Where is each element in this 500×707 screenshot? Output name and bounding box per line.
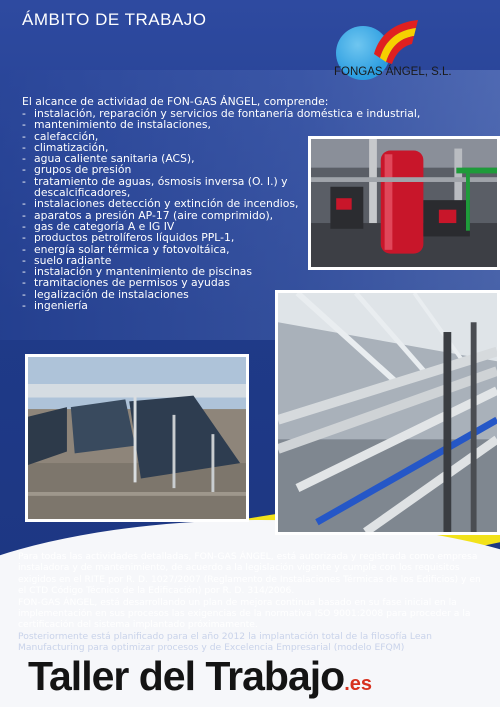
list-item: - ingeniería [22, 300, 322, 311]
list-item: - instalación y mantenimiento de piscinas [22, 266, 322, 277]
list-item: - climatización, [22, 142, 322, 153]
list-item: - agua caliente sanitaria (ACS), [22, 153, 322, 164]
list-item: - mantenimiento de instalaciones, [22, 119, 322, 130]
footer-paragraph-lean: Posteriormente está planificado para el año 2012 la implantación total de la filosofía Lean Manufacturing para optimizar procesos y de Excelencia Empresarial (modelo EFQM) [18, 630, 432, 654]
list-item: - productos petrolíferos líquidos PPL-1, [22, 232, 322, 243]
list-item: - grupos de presión [22, 164, 322, 175]
intro-text: El alcance de actividad de FON-GAS ÁNGEL, comprende: [22, 95, 329, 108]
boiler-room-photo [308, 136, 500, 270]
list-item: - tratamiento de aguas, ósmosis inversa (O. I.) y descalcificadores, [22, 176, 322, 199]
services-list [22, 107, 421, 313]
footer-paragraph-iso: FON-GAS ÁNGEL, está desarrollando un plan de mejora continua basado en su fase inicial en la implementación en sus procesos las exigencias de la normativa ISO 9001:2008 para proceder a la certificación del sistema implantado próximamente. [18, 596, 471, 631]
solar-panels-photo [25, 354, 249, 522]
company-logo [330, 12, 495, 82]
list-item: - suelo radiante [22, 255, 322, 266]
list-item: - instalación, reparación y servicios de fontanería doméstica e industrial, [22, 108, 442, 119]
brand-name: Taller del Trabajo [28, 653, 345, 699]
brand-suffix: .es [344, 673, 372, 695]
pipes-installation-photo [275, 290, 500, 535]
page-title: ÁMBITO DE TRABAJO [22, 10, 207, 29]
company-name: FONGAS ÁNGEL, S.L. [334, 66, 452, 78]
logo-flag-icon [370, 14, 422, 66]
list-item: - calefacción, [22, 131, 322, 142]
list-item: - tramitaciones de permisos y ayudas [22, 277, 322, 288]
footer-text [18, 551, 488, 654]
list-item: - legalización de instalaciones [22, 289, 322, 300]
brand-logo [28, 653, 372, 703]
list-item: - gas de categoría A e IG IV [22, 221, 322, 232]
list-item: - instalaciones detección y extinción de incendios, [22, 198, 322, 209]
list-item: - aparatos a presión AP-17 (aire comprimido), [22, 210, 322, 221]
list-item: - energía solar térmica y fotovoltáica, [22, 244, 322, 255]
footer-paragraph-registration: Para todas las actividades detalladas, FON-GAS ÁNGEL, está autorizada y registrada como empresa instaladora y de mantenimiento, de acuerdo a la legislación vigente y cumple con los requisitos exigidos en el RITE por R. D. 1027/2007 (Reglamento de Instalaciones Térmicas de los Edificios) y en el CTD Código Técnico de la Edificación) por R. D. 314/2006. [18, 551, 481, 597]
